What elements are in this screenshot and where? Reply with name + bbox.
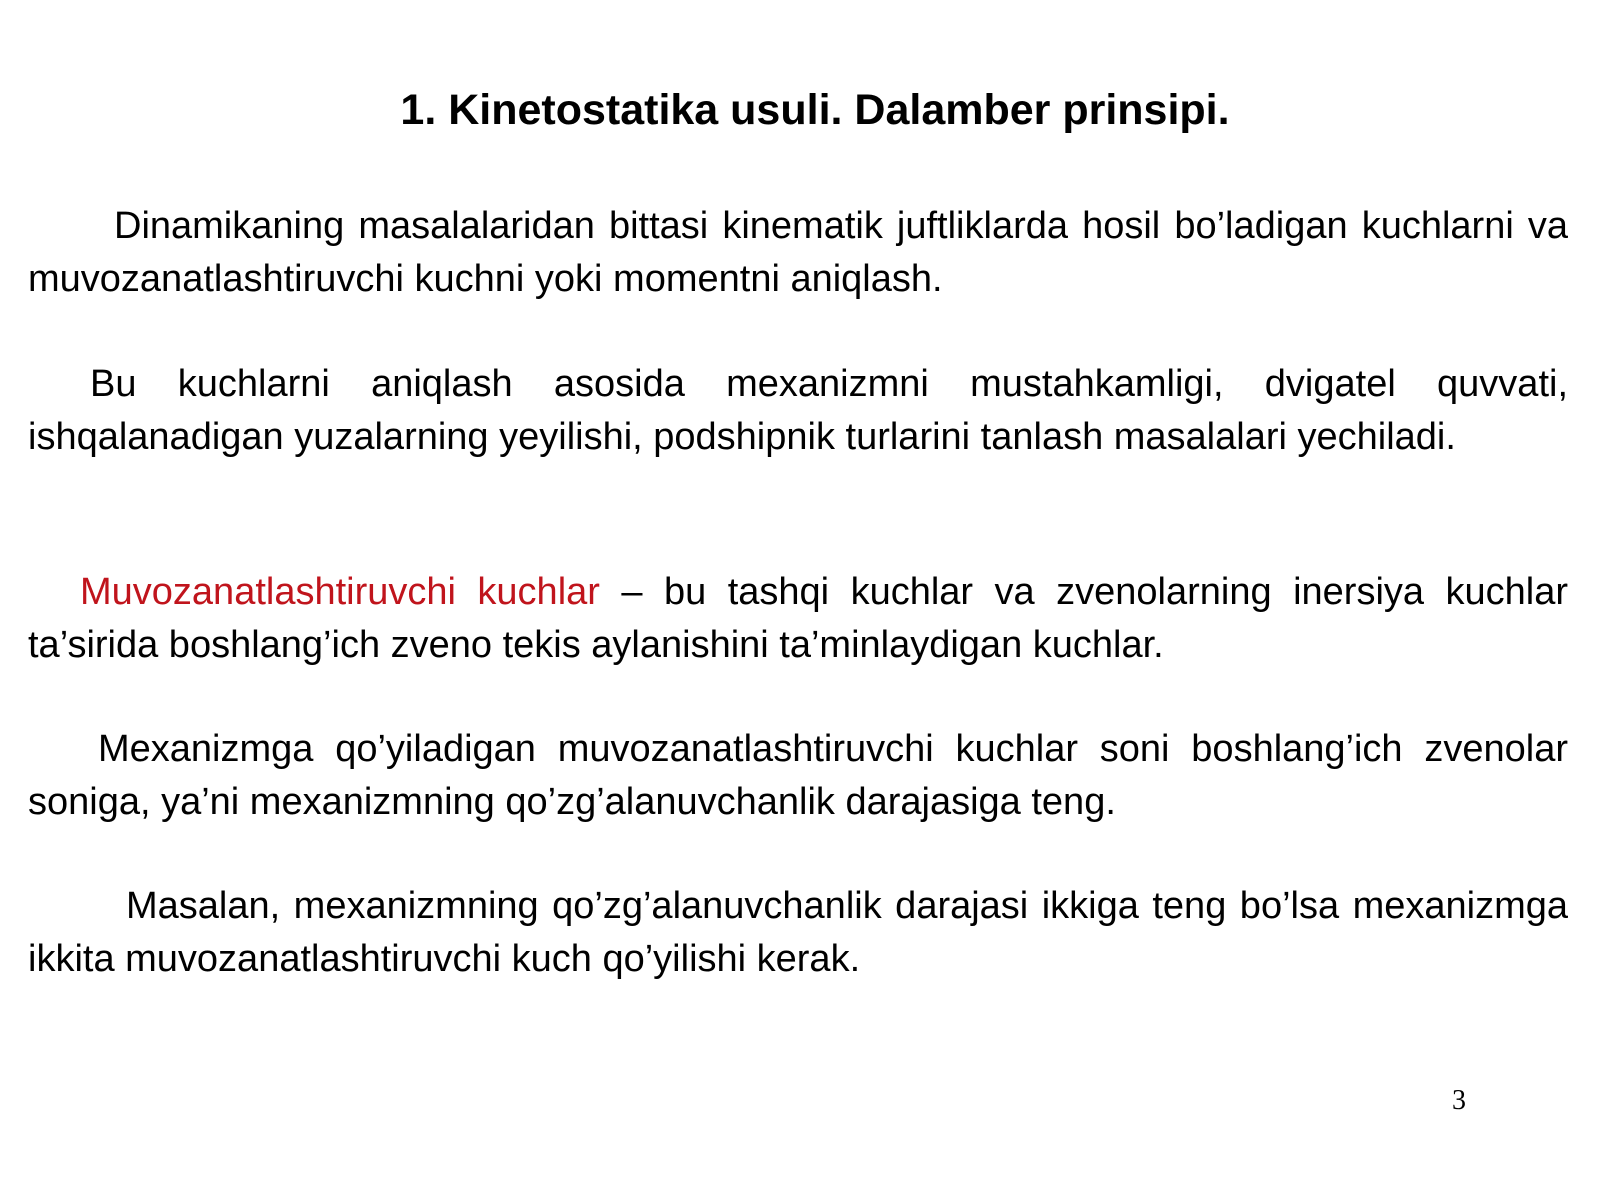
paragraph-balancing-forces-count [28,723,1568,829]
paragraph-dynamics-task [28,200,1568,306]
slide-title: 1. Kinetostatika usuli. Dalamber prinsipi. [400,86,1230,134]
paragraph-text: Dinamikaning masalalaridan bittasi kinematik juftliklarda hosil bo’ladigan kuchlarni va muvozanatlashtiruvchi kuchni yoki momentni aniqlash. [28,205,1568,300]
highlighted-term: Muvozanatlashtiruvchi kuchlar [80,571,600,613]
paragraph-text: Masalan, mexanizmning qo’zg’alanuvchanlik darajasi ikkiga teng bo’lsa mexanizmga ikkita muvozanatlashtiruvchi kuch qo’yilishi kerak. [28,885,1568,980]
paragraph-text: Bu kuchlarni aniqlash asosida mexanizmni mustahkamligi, dvigatel quvvati, ishqalanadigan yuzalarning yeyilishi, podshipnik turlarini tanlash masalalari yechiladi. [28,363,1568,458]
paragraph-text: Mexanizmga qo’yiladigan muvozanatlashtiruvchi kuchlar soni boshlang’ich zvenolar soniga, ya’ni mexanizmning qo’zg’alanuvchanlik darajasiga teng. [28,728,1568,823]
paragraph-example [28,880,1568,986]
page-number: 3 [1452,1085,1466,1116]
paragraph-text: – bu tashqi kuchlar va zvenolarning inersiya kuchlar ta’sirida boshlang’ich zveno tekis aylanishini ta’minlaydigan kuchlar. [28,571,1568,666]
paragraph-force-applications [28,358,1568,464]
paragraph-balancing-forces-definition [28,566,1568,672]
